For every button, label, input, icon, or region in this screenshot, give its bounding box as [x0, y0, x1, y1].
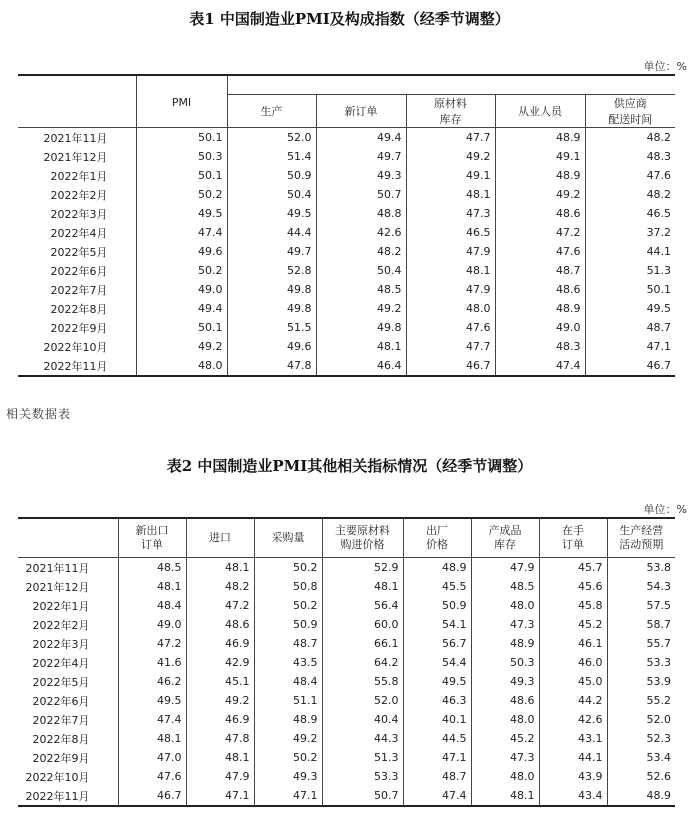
table-cell: 40.1 — [403, 710, 471, 729]
table-cell: 47.7 — [406, 128, 495, 148]
table2-column-header — [539, 518, 607, 558]
row-month: 2022年6月 — [50, 264, 108, 278]
row-month: 2022年3月 — [32, 637, 90, 651]
table-cell: 49.8 — [227, 280, 316, 299]
related-data-label: 相关数据表 — [6, 407, 72, 421]
table-row — [18, 318, 675, 337]
table-cell: 46.2 — [118, 672, 186, 691]
table-cell: 50.9 — [403, 596, 471, 615]
table-row — [18, 596, 675, 615]
header-line: 主要原材料 — [335, 524, 390, 537]
table-cell: 47.9 — [406, 280, 495, 299]
table-cell: 53.4 — [607, 748, 675, 767]
table-cell: 49.6 — [227, 337, 316, 356]
table-cell: 48.9 — [471, 634, 539, 653]
table-row — [18, 337, 675, 356]
table-cell: 49.4 — [316, 128, 406, 148]
table-cell: 45.5 — [403, 577, 471, 596]
table-row — [18, 729, 675, 748]
table-cell: 50.1 — [136, 318, 227, 337]
table-row — [18, 204, 675, 223]
header-line: 订单 — [562, 538, 584, 551]
table-row — [18, 558, 675, 578]
row-month: 2022年10月 — [43, 340, 108, 354]
table-cell: 55.7 — [607, 634, 675, 653]
table-cell: 50.8 — [254, 577, 322, 596]
table-cell: 48.1 — [186, 558, 254, 578]
table-cell: 48.9 — [403, 558, 471, 578]
table-cell: 50.4 — [316, 261, 406, 280]
table-cell: 48.1 — [316, 337, 406, 356]
table-cell: 47.1 — [254, 786, 322, 806]
table-cell: 49.4 — [136, 299, 227, 318]
table-row — [18, 615, 675, 634]
table-cell: 48.4 — [254, 672, 322, 691]
table-cell: 47.6 — [585, 166, 675, 185]
table-cell: 51.3 — [322, 748, 403, 767]
header-new-orders: 新订单 — [316, 95, 406, 128]
table-cell: 48.2 — [585, 128, 675, 148]
table-cell: 49.1 — [406, 166, 495, 185]
table-cell: 42.6 — [316, 223, 406, 242]
table-cell: 54.1 — [403, 615, 471, 634]
row-month: 2021年12月 — [43, 150, 108, 164]
table-cell: 40.4 — [322, 710, 403, 729]
table-cell: 54.4 — [403, 653, 471, 672]
table-cell: 48.7 — [254, 634, 322, 653]
table-cell: 50.7 — [322, 786, 403, 806]
table-cell: 48.8 — [316, 204, 406, 223]
header-spacer — [227, 75, 675, 95]
table-cell: 48.5 — [316, 280, 406, 299]
table-cell: 42.9 — [186, 653, 254, 672]
header-delivery — [585, 95, 675, 128]
table-cell: 48.3 — [585, 147, 675, 166]
table-cell: 49.2 — [254, 729, 322, 748]
table-cell: 49.2 — [316, 299, 406, 318]
table-row — [18, 242, 675, 261]
pmi-related-table — [18, 517, 675, 807]
table-row — [18, 710, 675, 729]
table-cell: 48.6 — [495, 204, 585, 223]
table-cell: 47.4 — [136, 223, 227, 242]
table-cell: 47.3 — [471, 615, 539, 634]
table-cell: 51.1 — [254, 691, 322, 710]
table-cell: 50.3 — [471, 653, 539, 672]
row-month: 2022年9月 — [32, 751, 90, 765]
table-cell: 47.8 — [227, 356, 316, 376]
table1-title: 表1 中国制造业PMI及构成指数（经季节调整） — [189, 10, 510, 28]
table-cell: 45.2 — [539, 615, 607, 634]
table-cell: 47.4 — [403, 786, 471, 806]
table-cell: 49.1 — [495, 147, 585, 166]
table-row — [18, 223, 675, 242]
row-month: 2022年7月 — [50, 283, 108, 297]
header-line: 活动预期 — [619, 538, 664, 551]
header-employment: 从业人员 — [495, 95, 585, 128]
table-cell: 48.9 — [607, 786, 675, 806]
table-cell: 47.9 — [471, 558, 539, 578]
table-cell: 49.2 — [186, 691, 254, 710]
table-cell: 49.5 — [118, 691, 186, 710]
table-cell: 58.7 — [607, 615, 675, 634]
table-cell: 52.0 — [227, 128, 316, 148]
table2-title: 表2 中国制造业PMI其他相关指标情况（经季节调整） — [166, 457, 533, 475]
table-cell: 50.1 — [136, 166, 227, 185]
table-cell: 48.9 — [495, 299, 585, 318]
table-cell: 48.9 — [495, 128, 585, 148]
table-cell: 49.8 — [316, 318, 406, 337]
table-cell: 50.9 — [227, 166, 316, 185]
header-line: 生产经营 — [619, 524, 664, 537]
table-row — [18, 185, 675, 204]
table2-column-header — [118, 518, 186, 558]
row-month: 2021年12月 — [25, 580, 90, 594]
table-cell: 45.6 — [539, 577, 607, 596]
table-cell: 49.3 — [254, 767, 322, 786]
table-cell: 48.6 — [495, 280, 585, 299]
table-cell: 47.7 — [406, 337, 495, 356]
table-cell: 47.6 — [118, 767, 186, 786]
table-cell: 49.3 — [471, 672, 539, 691]
header-production: 生产 — [227, 95, 316, 128]
table-cell: 43.9 — [539, 767, 607, 786]
row-month: 2022年10月 — [25, 770, 90, 784]
header-blank — [18, 75, 136, 128]
row-month: 2022年8月 — [50, 302, 108, 316]
table-cell: 48.2 — [316, 242, 406, 261]
header-line: 库存 — [494, 538, 516, 551]
table-row — [18, 356, 675, 376]
table-cell: 48.3 — [495, 337, 585, 356]
table-cell: 46.5 — [585, 204, 675, 223]
table-cell: 49.2 — [136, 337, 227, 356]
table-cell: 49.0 — [136, 280, 227, 299]
header-line: 订单 — [141, 538, 163, 551]
header-line: 出厂 — [426, 524, 448, 537]
table-cell: 51.3 — [585, 261, 675, 280]
table2-column-header — [254, 518, 322, 558]
table-cell: 46.1 — [539, 634, 607, 653]
table-cell: 46.7 — [406, 356, 495, 376]
table-cell: 47.2 — [118, 634, 186, 653]
table-cell: 49.2 — [406, 147, 495, 166]
table-cell: 49.8 — [227, 299, 316, 318]
table-cell: 48.1 — [471, 786, 539, 806]
header-blank — [18, 518, 118, 558]
table-row — [18, 280, 675, 299]
table-cell: 48.9 — [254, 710, 322, 729]
table-cell: 49.5 — [227, 204, 316, 223]
table-cell: 57.5 — [607, 596, 675, 615]
table-cell: 47.6 — [495, 242, 585, 261]
table-cell: 48.1 — [322, 577, 403, 596]
table-cell: 48.7 — [403, 767, 471, 786]
table-cell: 64.2 — [322, 653, 403, 672]
table-cell: 45.0 — [539, 672, 607, 691]
table-cell: 45.8 — [539, 596, 607, 615]
table-cell: 43.5 — [254, 653, 322, 672]
table-row — [18, 634, 675, 653]
table-cell: 47.3 — [406, 204, 495, 223]
table-cell: 51.4 — [227, 147, 316, 166]
row-month: 2022年1月 — [50, 169, 108, 183]
table-cell: 49.0 — [118, 615, 186, 634]
table-cell: 44.1 — [585, 242, 675, 261]
table-cell: 53.9 — [607, 672, 675, 691]
header-line: 进口 — [209, 531, 231, 544]
table-cell: 50.1 — [585, 280, 675, 299]
table2-column-header — [607, 518, 675, 558]
row-month: 2022年4月 — [50, 226, 108, 240]
table-cell: 49.2 — [495, 185, 585, 204]
table-cell: 48.1 — [118, 577, 186, 596]
table-row — [18, 786, 675, 806]
row-month: 2022年1月 — [32, 599, 90, 613]
table-cell: 66.1 — [322, 634, 403, 653]
table-cell: 45.1 — [186, 672, 254, 691]
row-month: 2022年2月 — [50, 188, 108, 202]
table-cell: 48.5 — [471, 577, 539, 596]
header-line: 采购量 — [271, 531, 305, 544]
table-cell: 48.7 — [495, 261, 585, 280]
table-cell: 46.7 — [118, 786, 186, 806]
table-cell: 53.3 — [607, 653, 675, 672]
header-line: 购进价格 — [340, 538, 385, 551]
table-cell: 48.1 — [186, 748, 254, 767]
table-cell: 56.7 — [403, 634, 471, 653]
table-cell: 52.8 — [227, 261, 316, 280]
table-cell: 47.9 — [186, 767, 254, 786]
header-raw-inventory-line2: 库存 — [439, 113, 462, 126]
table-row — [18, 299, 675, 318]
table-cell: 52.0 — [607, 710, 675, 729]
table-cell: 48.1 — [118, 729, 186, 748]
table-cell: 44.2 — [539, 691, 607, 710]
row-month: 2022年4月 — [32, 656, 90, 670]
table-cell: 50.2 — [136, 185, 227, 204]
table-row — [18, 653, 675, 672]
table-cell: 52.0 — [322, 691, 403, 710]
table-cell: 50.9 — [254, 615, 322, 634]
table-cell: 42.6 — [539, 710, 607, 729]
table-cell: 48.5 — [118, 558, 186, 578]
table-cell: 52.6 — [607, 767, 675, 786]
table-cell: 48.1 — [406, 185, 495, 204]
header-raw-inventory — [406, 95, 495, 128]
table-cell: 47.4 — [495, 356, 585, 376]
header-line: 在手 — [562, 524, 584, 537]
table-cell: 47.2 — [495, 223, 585, 242]
table2-column-header — [322, 518, 403, 558]
table-cell: 48.0 — [406, 299, 495, 318]
table-row — [18, 691, 675, 710]
table-cell: 48.4 — [118, 596, 186, 615]
header-delivery-line2: 配送时间 — [608, 113, 653, 126]
header-pmi: PMI — [136, 75, 227, 128]
table-cell: 46.5 — [406, 223, 495, 242]
header-raw-inventory-line1: 原材料 — [434, 97, 467, 110]
table-cell: 46.4 — [316, 356, 406, 376]
pmi-table — [18, 74, 675, 377]
table-cell: 50.2 — [254, 558, 322, 578]
row-month: 2022年8月 — [32, 732, 90, 746]
table-cell: 44.1 — [539, 748, 607, 767]
table-cell: 52.9 — [322, 558, 403, 578]
table-cell: 48.0 — [471, 710, 539, 729]
table-cell: 49.7 — [316, 147, 406, 166]
table2-column-header — [471, 518, 539, 558]
table-cell: 41.6 — [118, 653, 186, 672]
table-cell: 46.9 — [186, 634, 254, 653]
table-cell: 43.1 — [539, 729, 607, 748]
row-month: 2022年6月 — [32, 694, 90, 708]
table-row — [18, 147, 675, 166]
table-cell: 49.5 — [585, 299, 675, 318]
table-cell: 47.0 — [118, 748, 186, 767]
table-cell: 46.9 — [186, 710, 254, 729]
table2-column-header — [186, 518, 254, 558]
row-month: 2022年11月 — [25, 789, 90, 803]
header-line: 新出口 — [135, 524, 169, 537]
table2-unit: 单位：% — [643, 503, 687, 516]
table-row — [18, 577, 675, 596]
table-cell: 49.5 — [136, 204, 227, 223]
table-row — [18, 748, 675, 767]
table-row — [18, 767, 675, 786]
table-cell: 54.3 — [607, 577, 675, 596]
table-cell: 48.0 — [471, 596, 539, 615]
table-cell: 44.3 — [322, 729, 403, 748]
table-cell: 47.1 — [186, 786, 254, 806]
table-cell: 60.0 — [322, 615, 403, 634]
table-cell: 43.4 — [539, 786, 607, 806]
table-cell: 53.3 — [322, 767, 403, 786]
table2-column-header — [403, 518, 471, 558]
table-cell: 55.2 — [607, 691, 675, 710]
row-month: 2022年9月 — [50, 321, 108, 335]
table-cell: 49.7 — [227, 242, 316, 261]
table-row — [18, 166, 675, 185]
header-line: 价格 — [426, 538, 448, 551]
table-cell: 44.5 — [403, 729, 471, 748]
row-month: 2021年11月 — [25, 561, 90, 575]
table-cell: 48.9 — [495, 166, 585, 185]
table-row — [18, 128, 675, 148]
row-month: 2021年11月 — [43, 131, 108, 145]
table-cell: 51.5 — [227, 318, 316, 337]
table-cell: 50.7 — [316, 185, 406, 204]
table-cell: 47.1 — [403, 748, 471, 767]
table-cell: 37.2 — [585, 223, 675, 242]
row-month: 2022年3月 — [50, 207, 108, 221]
table-cell: 50.1 — [136, 128, 227, 148]
header-delivery-line1: 供应商 — [613, 97, 647, 110]
table-cell: 48.6 — [186, 615, 254, 634]
table-cell: 49.3 — [316, 166, 406, 185]
table-cell: 46.0 — [539, 653, 607, 672]
row-month: 2022年2月 — [32, 618, 90, 632]
row-month: 2022年5月 — [50, 245, 108, 259]
table-cell: 50.3 — [136, 147, 227, 166]
table-cell: 56.4 — [322, 596, 403, 615]
table-cell: 50.2 — [254, 596, 322, 615]
table-cell: 47.1 — [585, 337, 675, 356]
table-cell: 48.1 — [406, 261, 495, 280]
table-cell: 48.0 — [136, 356, 227, 376]
header-line: 产成品 — [488, 524, 522, 537]
table-cell: 47.9 — [406, 242, 495, 261]
table-cell: 50.2 — [136, 261, 227, 280]
table-cell: 47.2 — [186, 596, 254, 615]
table-cell: 50.2 — [254, 748, 322, 767]
table-cell: 55.8 — [322, 672, 403, 691]
table-cell: 48.2 — [186, 577, 254, 596]
table-cell: 49.0 — [495, 318, 585, 337]
table-row — [18, 672, 675, 691]
table-cell: 47.4 — [118, 710, 186, 729]
table-cell: 50.4 — [227, 185, 316, 204]
table-cell: 49.5 — [403, 672, 471, 691]
table-cell: 48.7 — [585, 318, 675, 337]
table-cell: 52.3 — [607, 729, 675, 748]
table-cell: 45.7 — [539, 558, 607, 578]
row-month: 2022年7月 — [32, 713, 90, 727]
table-cell: 47.6 — [406, 318, 495, 337]
table-cell: 47.8 — [186, 729, 254, 748]
table-cell: 48.6 — [471, 691, 539, 710]
table-cell: 47.3 — [471, 748, 539, 767]
table1-unit: 单位：% — [643, 60, 687, 73]
table-cell: 53.8 — [607, 558, 675, 578]
table-cell: 46.3 — [403, 691, 471, 710]
row-month: 2022年5月 — [32, 675, 90, 689]
row-month: 2022年11月 — [43, 359, 108, 373]
table-cell: 48.2 — [585, 185, 675, 204]
table-cell: 46.7 — [585, 356, 675, 376]
table-cell: 48.0 — [471, 767, 539, 786]
table-row — [18, 261, 675, 280]
table-cell: 44.4 — [227, 223, 316, 242]
table-cell: 49.6 — [136, 242, 227, 261]
table-cell: 45.2 — [471, 729, 539, 748]
